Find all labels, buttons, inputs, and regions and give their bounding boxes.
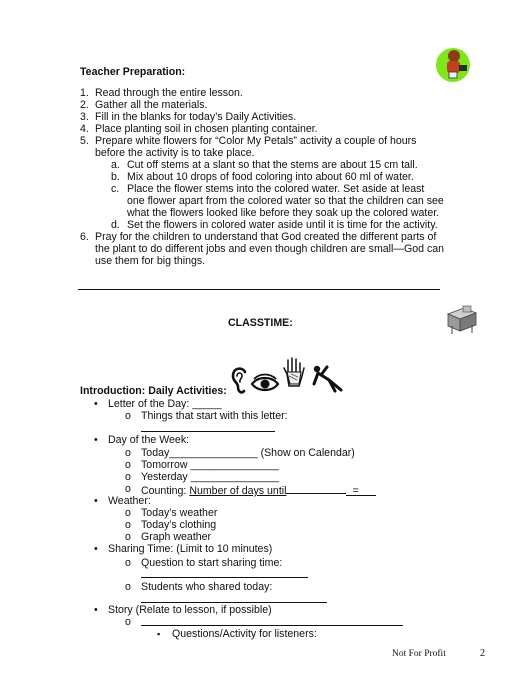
students-shared-blank[interactable] — [141, 602, 327, 603]
tomorrow-label: Tomorrow _______________ — [141, 459, 279, 471]
prep-item-4-number: 4. — [80, 123, 89, 135]
child-gardening-clipart-icon — [433, 44, 473, 84]
prep-item-6-line-1: Pray for the children to understand that God created the different parts of — [95, 231, 437, 243]
question-sharing-label: Question to start sharing time: — [141, 557, 283, 569]
hand-icon — [282, 356, 306, 388]
section-divider — [78, 289, 440, 290]
prep-item-5-number: 5. — [80, 135, 89, 147]
number-of-days-until-label: Number of days until — [189, 485, 287, 497]
prep-subitem-b-text: Mix about 10 drops of food coloring into about 60 ml of water. — [127, 171, 414, 183]
prep-item-5-line-1: Prepare white flowers for “Color My Petals” activity a couple of hours — [95, 135, 417, 147]
equals-sign: = — [352, 485, 359, 497]
sub-bullet: o — [125, 557, 131, 569]
prep-subitem-a-letter: a. — [111, 159, 120, 171]
prep-subitem-c-letter: c. — [111, 183, 120, 195]
prep-subitem-c-line-3: what the flowers looked like before they soak up the colored water. — [127, 207, 440, 219]
sub-bullet: o — [125, 459, 131, 471]
prep-subitem-d-letter: d. — [111, 219, 120, 231]
graph-weather-label: Graph weather — [141, 531, 212, 543]
sub-bullet: o — [125, 410, 131, 422]
prep-item-6-line-3: use them for big things. — [95, 255, 206, 267]
story-label: Story (Relate to lesson, if possible) — [108, 604, 272, 616]
day-of-week-label: Day of the Week: — [108, 434, 190, 446]
prep-subitem-c-line-1: Place the flower stems into the colored water. Set aside at least — [127, 183, 425, 195]
things-with-letter-label: Things that start with this letter: — [141, 410, 288, 422]
story-blank[interactable] — [141, 625, 403, 626]
sub-bullet: o — [125, 531, 131, 543]
things-with-letter-blank[interactable] — [141, 431, 275, 432]
counting-label: Counting: — [141, 485, 187, 497]
letter-of-day-label: Letter of the Day: _____ — [108, 398, 222, 410]
introduction-heading: Introduction: Daily Activities: — [80, 385, 227, 397]
square-bullet: ▪ — [157, 629, 161, 639]
prep-item-1-number: 1. — [80, 87, 89, 99]
teacher-preparation-heading: Teacher Preparation: — [80, 66, 186, 78]
sub-bullet: o — [125, 507, 131, 519]
sub-bullet: o — [125, 616, 131, 628]
not-for-profit-footer: Not For Profit — [392, 649, 446, 659]
prep-item-2-number: 2. — [80, 99, 89, 111]
prep-item-6-number: 6. — [80, 231, 89, 243]
prep-subitem-d-text: Set the flowers in colored water aside until it is time for the activity. — [127, 219, 438, 231]
prep-item-3-number: 3. — [80, 111, 89, 123]
todays-weather-label: Today’s weather — [141, 507, 218, 519]
prep-subitem-a-text: Cut off stems at a slant so that the stems are about 15 cm tall. — [127, 159, 418, 171]
todays-clothing-label: Today’s clothing — [141, 519, 217, 531]
sharing-time-label: Sharing Time: (Limit to 10 minutes) — [108, 543, 273, 555]
bullet: • — [94, 495, 98, 507]
prep-item-4-text: Place planting soil in chosen planting container. — [95, 123, 318, 135]
eye-icon — [250, 374, 280, 394]
stretching-person-icon — [311, 364, 347, 394]
prep-item-3-text: Fill in the blanks for today’s Daily Activities. — [95, 111, 297, 123]
prep-subitem-b-letter: b. — [111, 171, 120, 183]
sub-bullet: o — [125, 483, 131, 495]
today-label: Today_______________ (Show on Calendar) — [141, 447, 355, 459]
prep-item-6-line-2: the plant to do different jobs and even though children are small—God can — [95, 243, 445, 255]
prep-subitem-c-line-2: one flower apart from the colored water so that the children can see — [127, 195, 444, 207]
page-number: 2 — [480, 648, 485, 659]
classroom-desk-clipart-icon — [444, 304, 478, 336]
bullet: • — [94, 434, 98, 446]
counting-line — [141, 483, 376, 497]
sub-bullet: o — [125, 471, 131, 483]
students-shared-label: Students who shared today: — [141, 581, 273, 593]
prep-item-1-text: Read through the entire lesson. — [95, 87, 243, 99]
bullet: • — [94, 398, 98, 410]
classtime-heading: CLASSTIME: — [228, 317, 293, 329]
weather-label: Weather: — [108, 495, 151, 507]
sub-bullet: o — [125, 447, 131, 459]
ear-icon — [229, 366, 251, 396]
bullet: • — [94, 543, 98, 555]
sub-bullet: o — [125, 519, 131, 531]
prep-item-2-text: Gather all the materials. — [95, 99, 208, 111]
question-sharing-blank[interactable] — [141, 577, 308, 578]
equals-blank[interactable] — [346, 485, 376, 496]
yesterday-label: Yesterday _______________ — [141, 471, 280, 483]
days-until-blank[interactable] — [286, 483, 346, 494]
sub-bullet: o — [125, 581, 131, 593]
questions-activity-label: Questions/Activity for listeners: — [172, 628, 317, 640]
prep-item-5-line-2: before the activity is to take place. — [95, 147, 255, 159]
bullet: • — [94, 604, 98, 616]
